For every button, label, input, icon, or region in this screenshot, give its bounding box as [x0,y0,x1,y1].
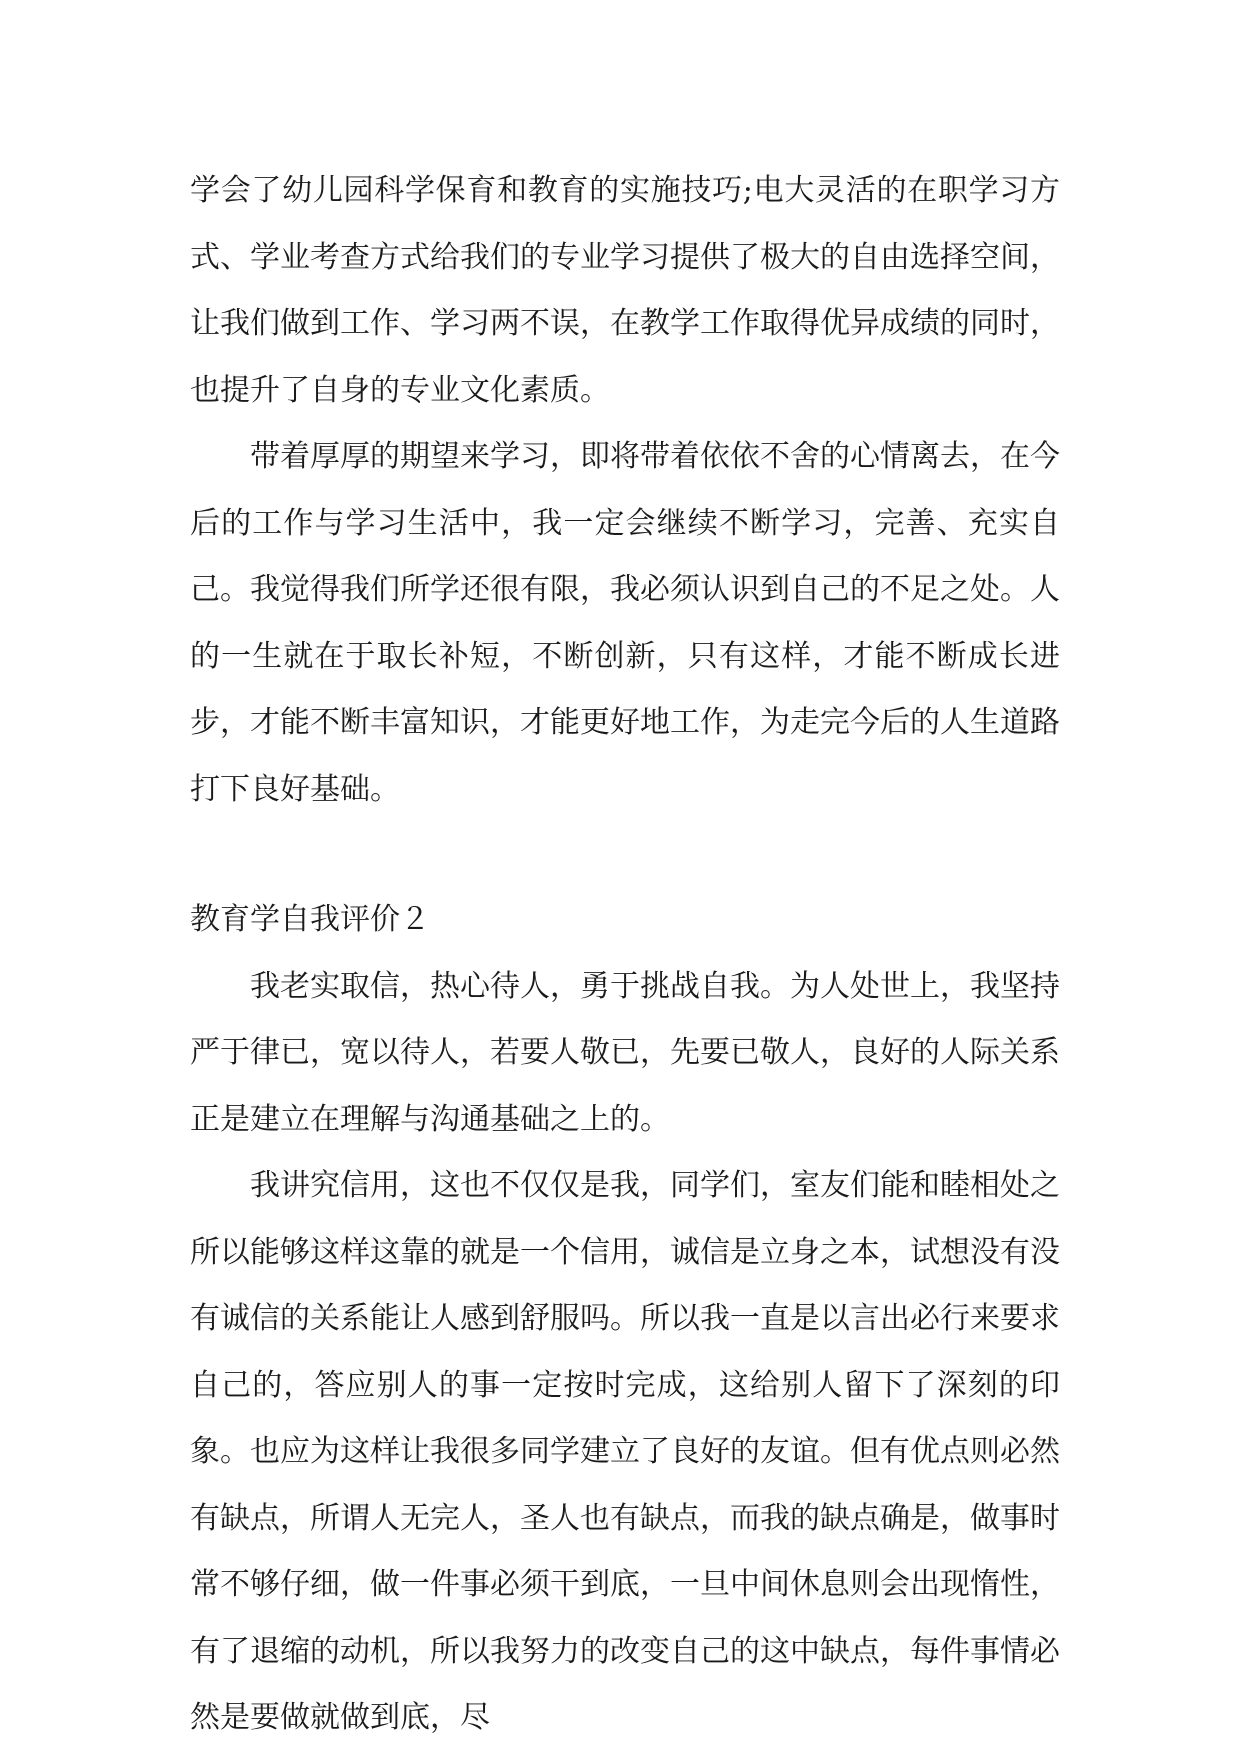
paragraph: 带着厚厚的期望来学习，即将带着依依不舍的心情离去，在今后的工作与学习生活中，我一定会继续不断学习，完善、充实自己。我觉得我们所学还很有限，我必须认识到自己的不足之处。人的一生就在于取长补短，不断创新，只有这样，才能不断成长进步，才能不断丰富知识，才能更好地工作，为走完今后的人生道路打下良好基础。 [190,439,1060,807]
document-body [190,158,1060,1752]
paragraph: 我老实取信，热心待人，勇于挑战自我。为人处世上，我坚持严于律已，宽以待人，若要人敬已，先要已敬人，良好的人际关系正是建立在理解与沟通基础之上的。 [190,968,1060,1137]
section-heading: 教育学自我评价２ [190,902,430,937]
paragraph: 我讲究信用，这也不仅仅是我，同学们，室友们能和睦相处之所以能够这样这靠的就是一个信用，诚信是立身之本，试想没有没有诚信的关系能让人感到舒服吗。所以我一直是以言出必行来要求自己的，答应别人的事一定按时完成，这给别人留下了深刻的印象。也应为这样让我很多同学建立了良好的友谊。但有优点则必然有缺点，所谓人无完人，圣人也有缺点，而我的缺点确是，做事时常不够仔细，做一件事必须干到底，一旦中间休息则会出现惰性，有了退缩的动机，所以我努力的改变自己的这中缺点，每件事情必然是要做就做到底，尽 [190,1168,1060,1735]
paragraph-continued: 学会了幼儿园科学保育和教育的实施技巧;电大灵活的在职学习方式、学业考查方式给我们的专业学习提供了极大的自由选择空间，让我们做到工作、学习两不误，在教学工作取得优异成绩的同时，也提升了自身的专业文化素质。 [190,173,1060,408]
